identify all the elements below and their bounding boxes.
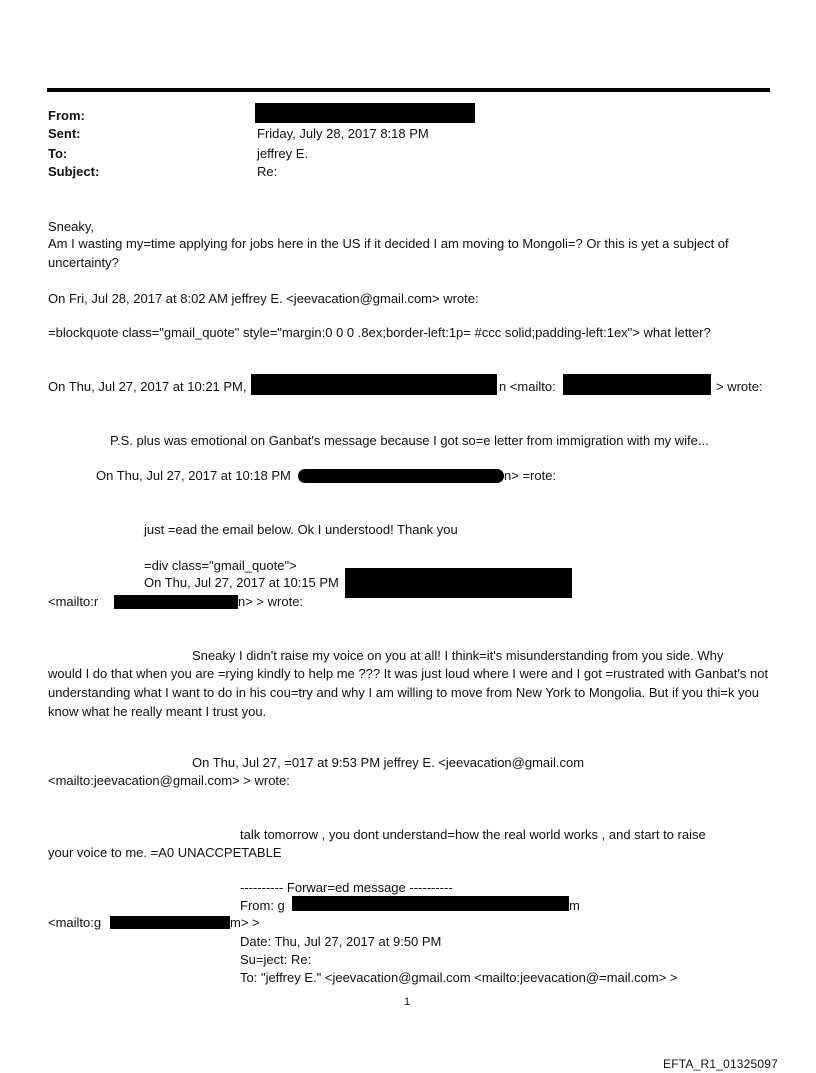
mailto-g: <mailto:g [48,915,102,930]
redaction-reply2-email [563,374,711,395]
subject-value: Re: [257,164,278,179]
reply-header-3-end: n> =rote: [504,468,557,483]
redaction-mailto-g [110,916,230,929]
forwarded-from-end: m [569,898,580,913]
just-read-line: just =ead the email below. Ok I understood! Thank you [144,522,458,537]
forwarded-date: Date: Thu, Jul 27, 2017 at 9:50 PM [240,934,442,949]
reply-header-1: On Fri, Jul 28, 2017 at 8:02 AM jeffrey E. <jeevacation@gmail.com> wrote: [48,291,479,306]
redaction-from [255,103,475,123]
div-line: =div class="gmail_quote"> [144,558,297,573]
reply-header-2-mailto: n <mailto: [499,379,556,394]
redaction-reply3 [298,469,504,483]
mailto-g-end: m> > [230,915,260,930]
redaction-reply4 [345,568,572,598]
blockquote-line: =blockquote class="gmail_quote" style="margin:0 0 0 .8ex;border-left:1p= #ccc solid;padding-left:1ex"> what letter? [48,325,711,340]
reply-header-4: On Thu, Jul 27, 2017 at 10:15 PM [144,575,339,590]
forwarded-header: ---------- Forwar=ed message ---------- [240,880,453,895]
greeting: Sneaky, [48,219,95,234]
mailto-r-end: n> > wrote: [238,594,304,609]
reply-header-2: On Thu, Jul 27, 2017 at 10:21 PM, [48,379,247,394]
sneaky-paragraph-rest: would I do that when you are =rying kindly to help me ??? It was just loud where I were and I got =rustrated with Ganbat's not understanding what I want to do in his cou=try and why I am willing to move from New York to Mongolia. But if you thi=k you know what he really meant I trust you. [48,666,769,719]
sent-value: Friday, July 28, 2017 8:18 PM [257,126,429,141]
to-label: To: [48,146,68,161]
ps-line: P.S. plus was emotional on Ganbat's message because I got so=e letter from immigration with my wife... [110,433,709,448]
forwarded-from: From: g [240,898,285,913]
from-label: From: [48,108,85,123]
forwarded-to: To: "jeffrey E." <jeevacation@gmail.com <mailto:jeevacation@=mail.com> > [240,970,678,985]
sent-label: Sent: [48,126,81,141]
redaction-reply2-name [251,374,497,395]
talk-line-first: talk tomorrow , you dont understand=how the real world works , and start to raise [240,827,706,842]
talk-line-rest: your voice to me. =A0 UNACCPETABLE [48,845,282,860]
page-number: 1 [404,996,411,1008]
document-id: EFTA_R1_01325097 [663,1057,779,1071]
redaction-forwarded-from [292,896,569,911]
reply-header-5-mailto: <mailto:jeevacation@gmail.com> > wrote: [48,773,290,788]
redaction-mailto-r [114,595,238,609]
header-rule [47,88,770,92]
reply-header-3: On Thu, Jul 27, 2017 at 10:18 PM [96,468,291,483]
reply-header-5: On Thu, Jul 27, =017 at 9:53 PM jeffrey E. <jeevacation@gmail.com [192,755,585,770]
to-value: jeffrey E. [257,146,309,161]
reply-header-2-end: > wrote: [716,379,763,394]
forwarded-subject: Su=ject: Re: [240,952,312,967]
sneaky-paragraph-first: Sneaky I didn't raise my voice on you at all! I think=it's misunderstanding from you side. Why [192,648,724,663]
subject-label: Subject: [48,164,100,179]
body-paragraph-1: Am I wasting my=time applying for jobs here in the US if it decided I am moving to Mongoli=? Or this is yet a subject of uncertainty? [48,236,729,270]
mailto-r: <mailto:r [48,594,99,609]
